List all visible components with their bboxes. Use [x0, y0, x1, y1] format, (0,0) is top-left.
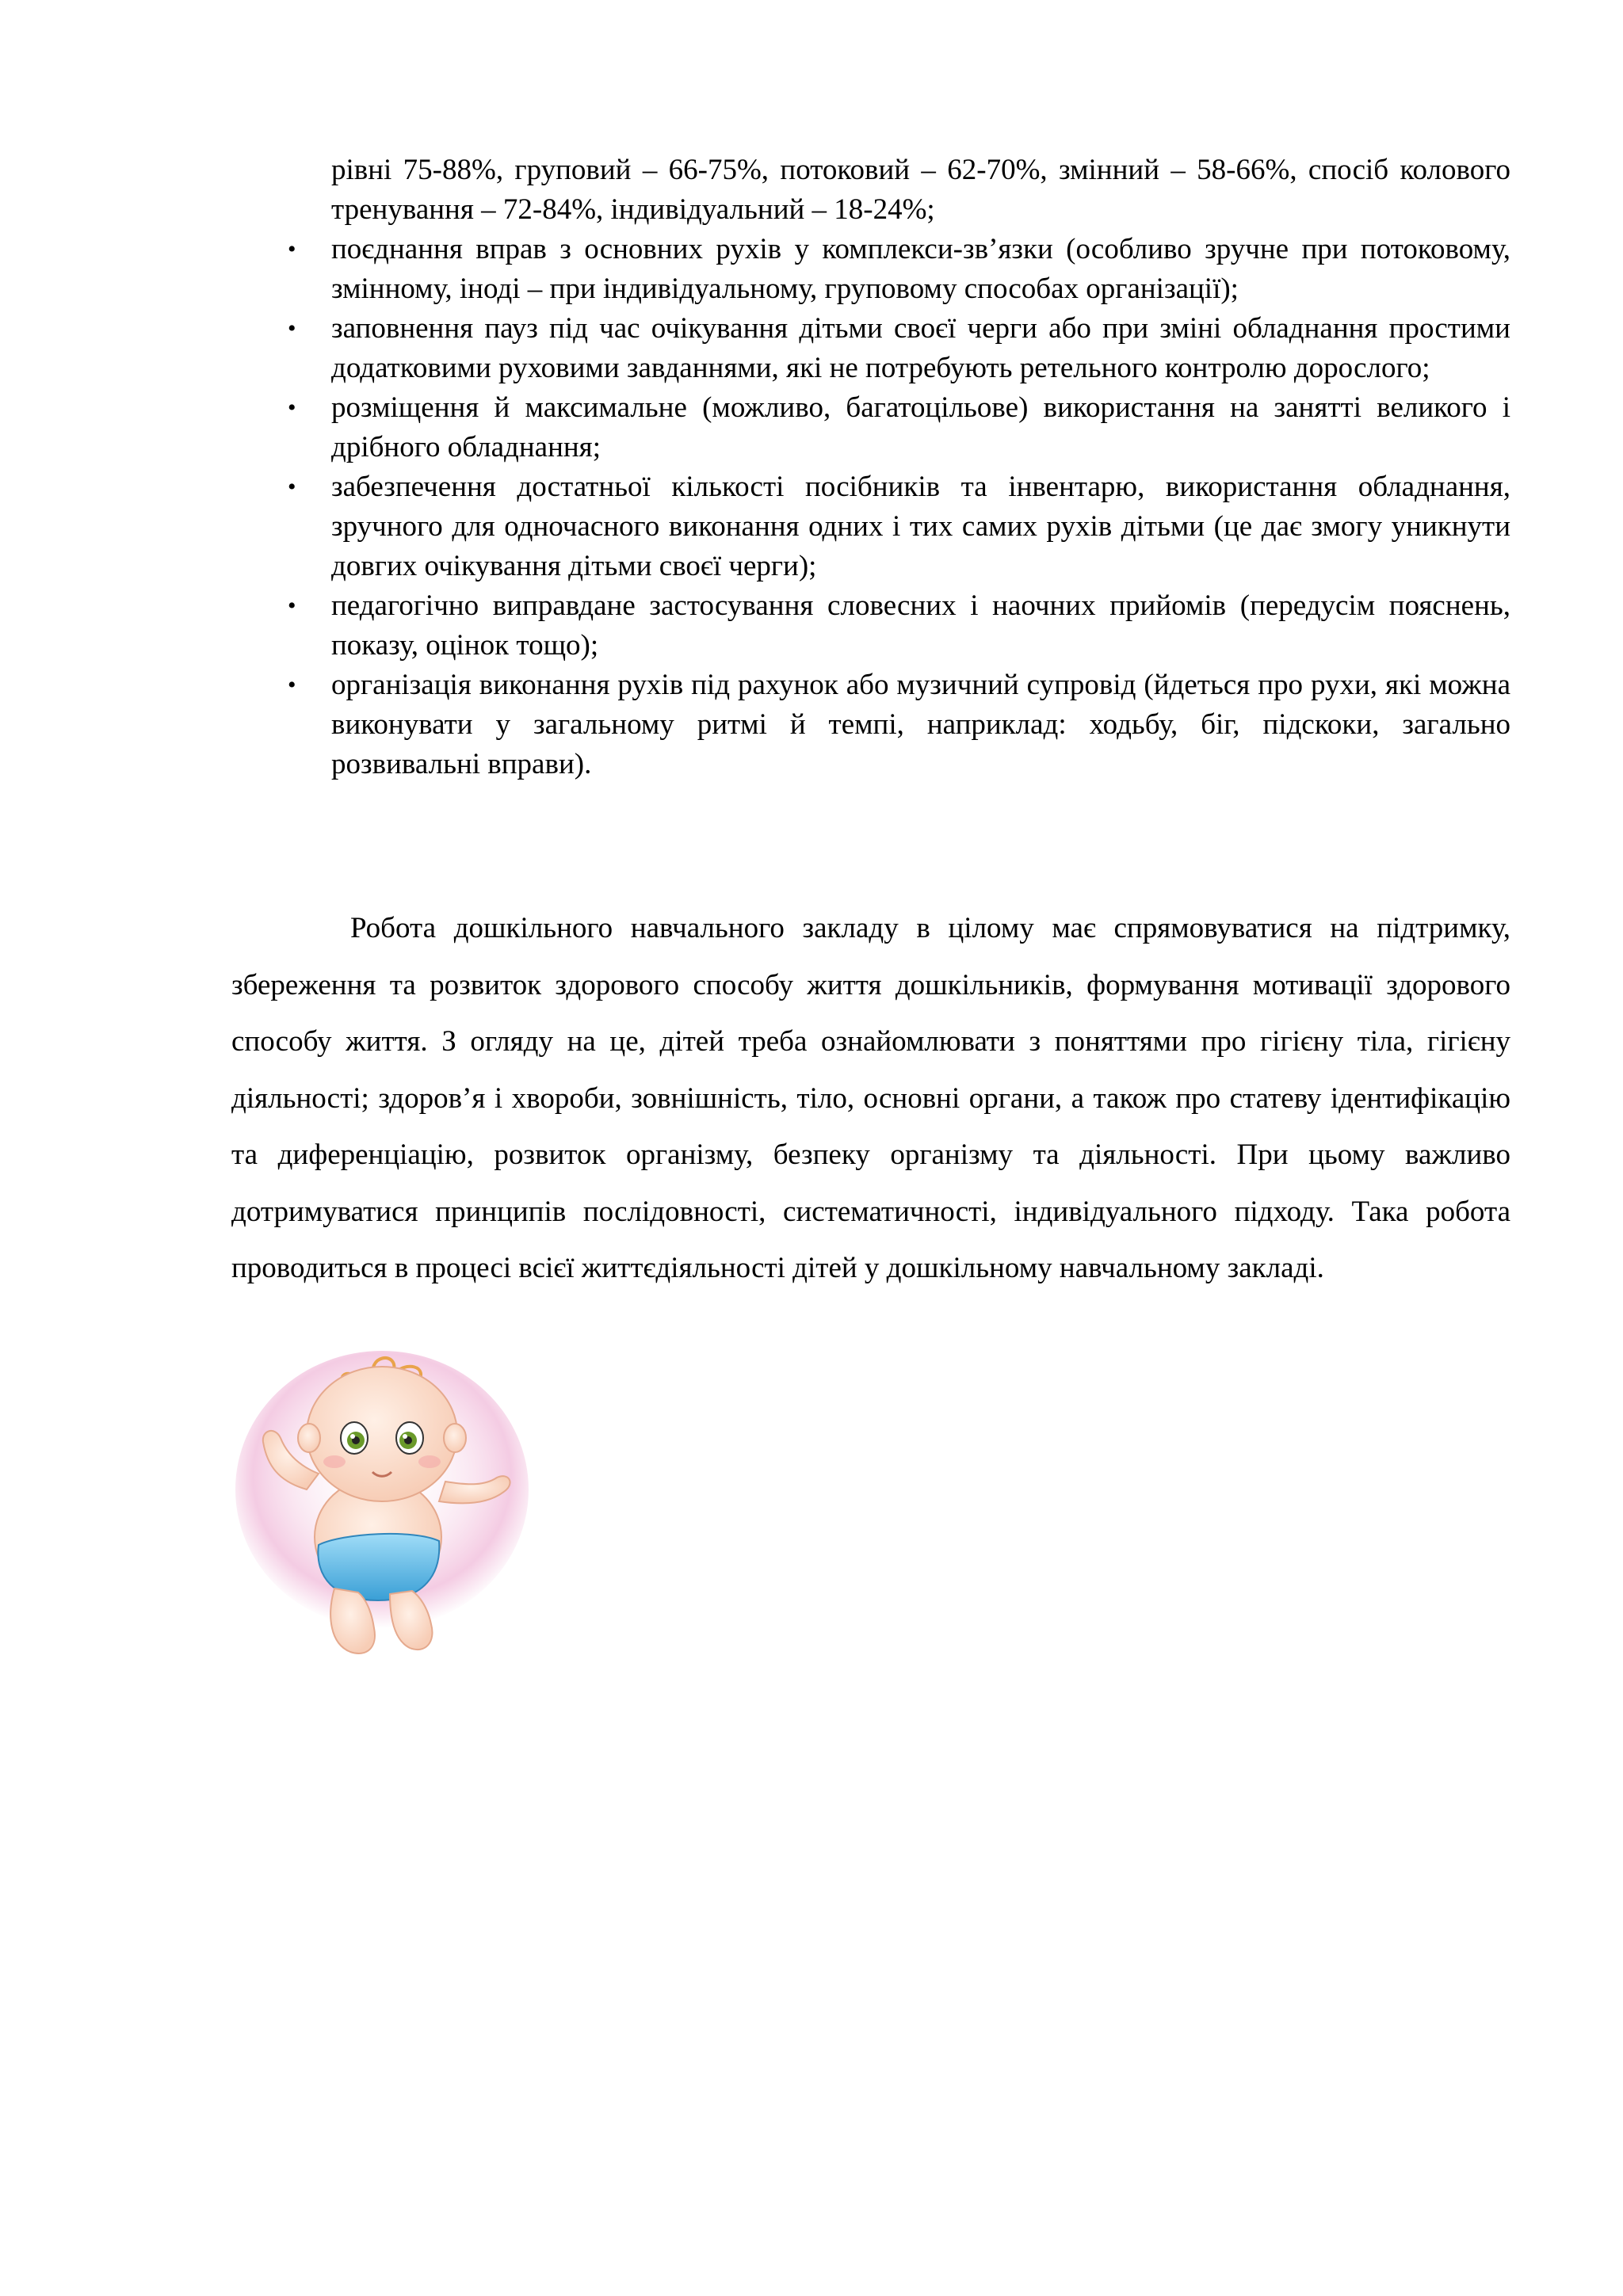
list-item-text: розміщення й максимальне (можливо, багатоцільове) використання на занятті великого і дрібного обладнання; — [331, 391, 1510, 463]
list-item — [288, 388, 1510, 467]
list-item — [288, 230, 1510, 309]
bullet-icon: • — [288, 593, 296, 619]
list-item-text: забезпечення достатньої кількості посібників та інвентарю, використання обладнання, зручного для одночасного виконання одних і тих самих рухів дітьми (це дає змогу уникнути довгих очікування дітьми своєї черги); — [331, 471, 1510, 582]
body-paragraph: Робота дошкільного навчального закладу в цілому має спрямовуватися на підтримку, збереження та розвиток здорового способу життя дошкільників, формування мотивації здорового способу життя. З огляду на це, дітей треба ознайомлювати з поняттями про гігієну тіла, гігієну діяльності; здоров’я і хвороби, зовнішність, тіло, основні органи, а також про статеву ідентифікацію та диференціацію, розвиток організму, безпеку організму та діяльності. При цьому важливо дотримуватися принципів послідовності, систематичності, індивідуального підходу. Така робота проводиться в процесі всієї життєдіяльності дітей у дошкільному навчальному закладі. — [231, 912, 1510, 1284]
list-item — [288, 666, 1510, 784]
bullet-icon: • — [288, 474, 296, 500]
bullet-icon: • — [288, 395, 296, 421]
cartoon-baby-illustration — [231, 1347, 533, 1680]
list-item-text: заповнення пауз під час очікування дітьми своєї черги або при зміні обладнання простими додатковими руховими завданнями, які не потребують ретельного контролю дорослого; — [331, 312, 1510, 384]
list-continuation-text: рівні 75-88%, груповий – 66-75%, потоковий – 62-70%, змінний – 58-66%, спосіб колового тренування – 72-84%, індивідуальний – 18-24%; — [331, 154, 1510, 226]
bullet-icon: • — [288, 236, 296, 262]
list-item-text: організація виконання рухів під рахунок або музичний супровід (йдеться про рухи, які можна виконувати у загальному ритмі й темпі, наприклад: ходьбу, біг, підскоки, загально розвивальні вправи). — [331, 669, 1510, 780]
list-item-text: педагогічно виправдане застосування словесних і наочних прийомів (передусім пояснень, показу, оцінок тощо); — [331, 589, 1510, 662]
bullet-list — [288, 230, 1510, 784]
bullet-icon: • — [288, 672, 296, 698]
list-item — [288, 586, 1510, 666]
bullet-icon: • — [288, 315, 296, 341]
list-item — [288, 467, 1510, 586]
list-item-text: поєднання вправ з основних рухів у комплекси-зв’язки (особливо зручне при потоковому, змінному, іноді – при індивідуальному, груповому способах організації); — [331, 233, 1510, 305]
list-item — [288, 309, 1510, 388]
